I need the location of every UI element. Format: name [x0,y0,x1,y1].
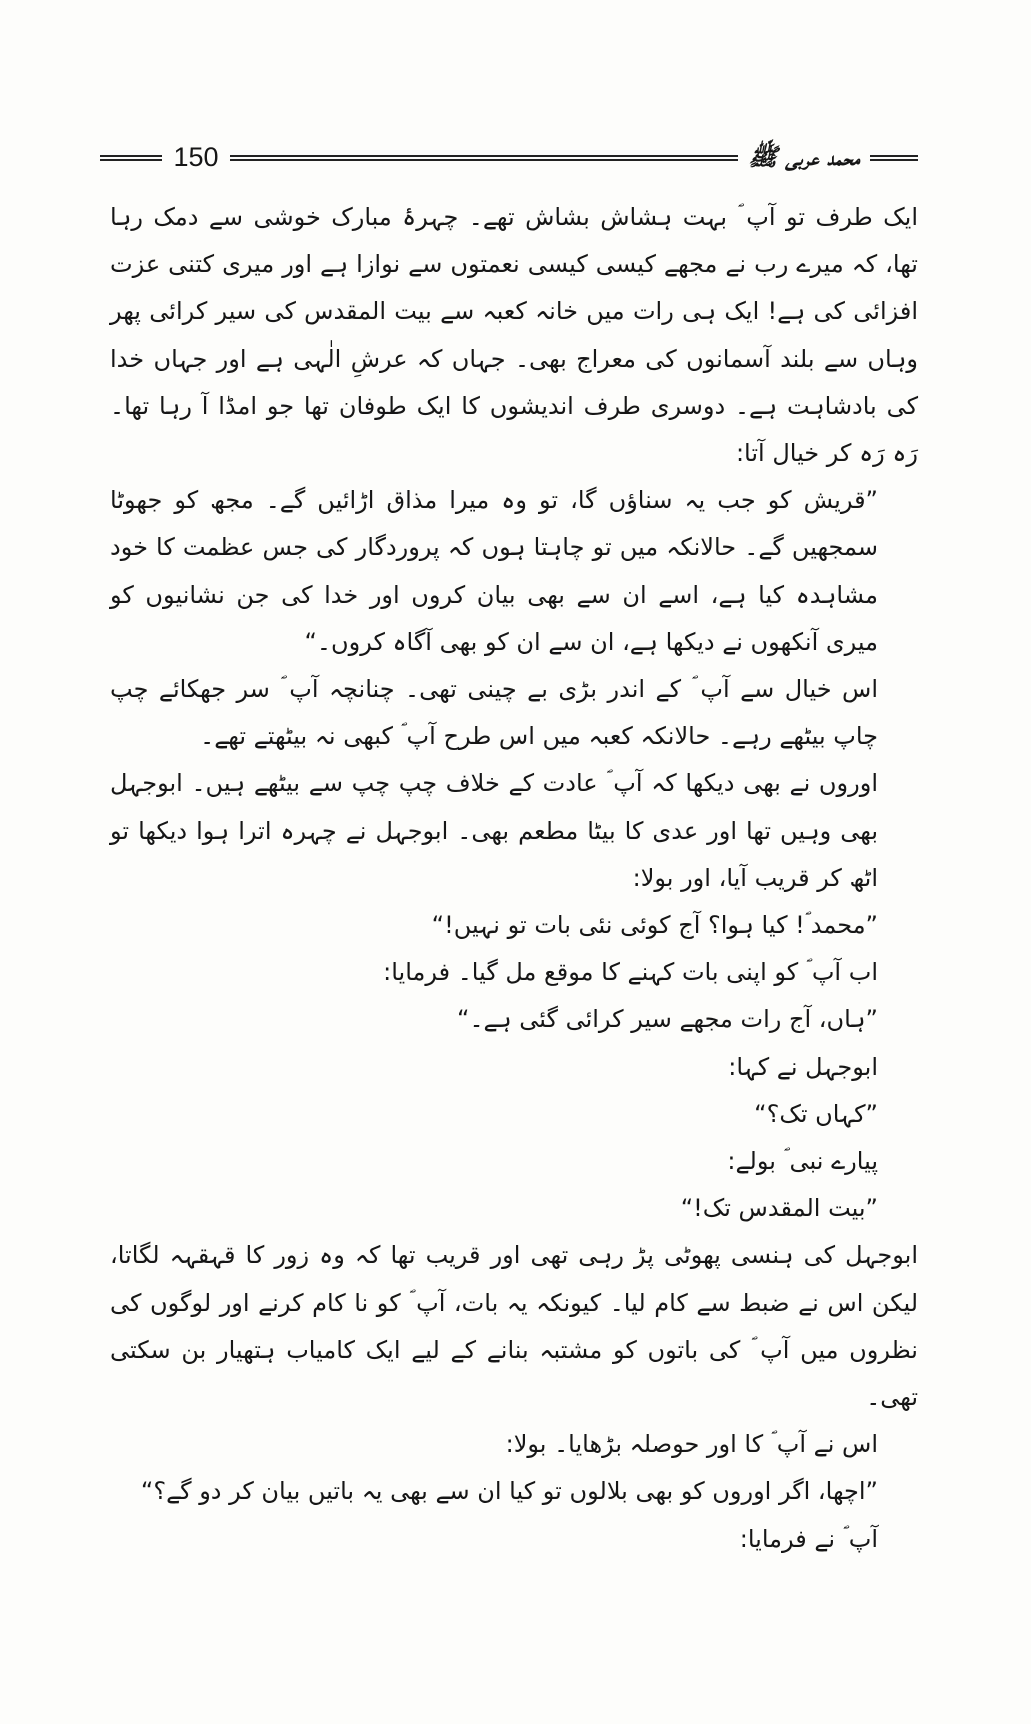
text-line: رب نے مجھے کیسی کیسی نعمتوں سے نوازا ہے اور میری کتنی عزت افزائی کی ہے! ایک ہی رات میں [110,250,918,326]
header-rule-middle [230,155,738,161]
page-header [100,138,918,178]
text-line: رَہ رَہ کر خیال آتا: [735,439,918,468]
paragraph [110,477,918,666]
text-line: ایک طرف تو آپ ؐ بہت ہشاش بشاش تھے۔ چہرۂ مبارک خوشی سے دمک رہا تھا، کہ میرے [110,203,918,279]
text-line: میں تو چاہتا ہوں کہ پروردگار کی جس عظمت کا خود مشاہدہ کیا ہے، اسے ان سے بھی بیان کروں اور [110,533,879,609]
text-line: ابوجہل کی ہنسی پھوٹی پڑ رہی تھی اور قریب تھا کہ وہ زور کا قہقہہ لگاتا، لیکن اس نے ضبط سے [110,1241,919,1317]
text-line: خانہ کعبہ سے بیت المقدس کی سیر کرائی پھر وہاں سے بلند آسمانوں کی معراج بھی۔ جہاں کہ عرشِ [110,297,918,373]
text-line: اوروں نے بھی دیکھا کہ آپ ؐ عادت کے خلاف چپ چپ سے بیٹھے ہیں۔ ابوجہل بھی [110,769,878,845]
paragraph [110,1468,918,1515]
header-rule-right [870,155,918,161]
paragraph [110,1138,918,1185]
text-line: پیارے نبی ؐ بولے: [727,1147,878,1176]
text-line: اب آپ ؐ کو اپنی بات کہنے کا موقع مل گیا۔ فرمایا: [383,958,878,987]
paragraph [110,1091,918,1138]
paragraph [110,666,918,760]
paragraph [110,1421,918,1468]
text-line: ”ہاں، آج رات مجھے سیر کرائی گئی ہے۔“ [457,1005,878,1034]
text-line: کام لیا۔ کیونکہ یہ بات، آپ ؐ کو نا کام کرنے اور لوگوں کی نظروں میں آپ ؐ کی باتوں کو مشتبہ بنانے [110,1288,918,1364]
body-text [110,194,918,1563]
text-line: اس خیال سے آپ ؐ کے اندر بڑی بے چینی تھی۔ چنانچہ آپ ؐ سر جھکائے چپ چاپ بیٹھے [110,675,878,751]
text-line: کے لیے ایک کامیاب ہتھیار بن سکتی تھی۔ [110,1335,918,1412]
text-line: ابوجہل نے کہا: [728,1052,878,1081]
text-line: ”قریش کو جب یہ سناؤں گا، تو وہ میرا مذاق اڑائیں گے۔ مجھ کو جھوٹا سمجھیں گے۔ حالانکہ [110,486,878,562]
paragraph [110,996,918,1043]
text-line: ”محمد ؐ! کیا ہوا؟ آج کوئی نئی بات تو نہیں!“ [431,911,878,940]
running-title: محمد عربی ﷺ [748,143,860,171]
text-line: ”اچھا، اگر اوروں کو بھی بلالوں تو کیا ان سے بھی یہ باتیں بیان کر دو گے؟“ [140,1477,878,1506]
paragraph [110,902,918,949]
text-line: الٰہی ہے اور جہاں خدا کی بادشاہت ہے۔ دوسری طرف اندیشوں کا ایک طوفان تھا جو امڈا آ رہا تھا۔ [110,344,918,420]
text-line: ”بیت المقدس تک!“ [680,1194,878,1223]
paragraph [110,760,918,902]
page-number: 150 [173,142,219,172]
text-line: خدا کی جن نشانیوں کو میری آنکھوں نے دیکھا ہے، ان سے ان کو بھی آگاہ کروں۔“ [110,580,878,656]
text-line: ”کہاں تک؟“ [754,1099,878,1128]
header-rule-left [100,155,162,161]
paragraph [110,194,918,477]
text-line: آپ ؐ نے فرمایا: [739,1524,878,1553]
paragraph [110,1232,918,1421]
paragraph [110,949,918,996]
text-line: رہے۔ حالانکہ کعبہ میں اس طرح آپ ؐ کبھی نہ بیٹھتے تھے۔ [200,722,772,751]
paragraph [110,1185,918,1232]
paragraph [110,1516,918,1563]
text-line: اس نے آپ ؐ کا اور حوصلہ بڑھایا۔ بولا: [505,1430,878,1459]
paragraph [110,1044,918,1091]
text-line: وہیں تھا اور عدی کا بیٹا مطعم بھی۔ ابوجہل نے چہرہ اترا ہوا دیکھا تو اٹھ کر قریب آیا، اور بولا: [110,816,878,892]
